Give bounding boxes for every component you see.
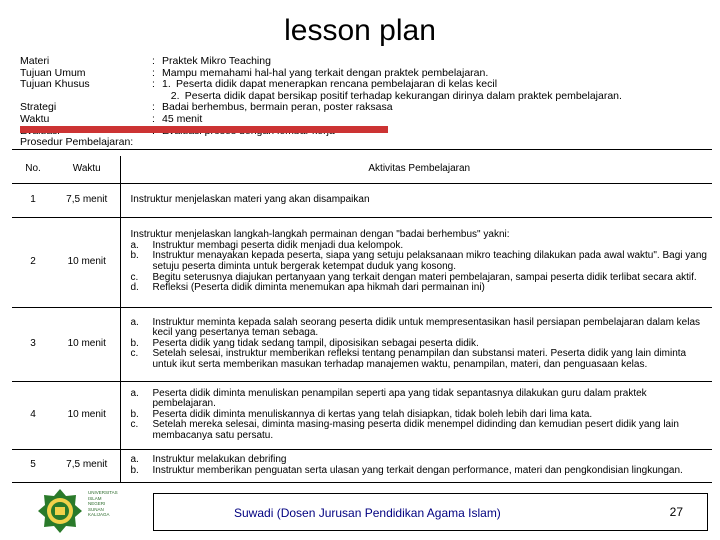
info-prosedur [20, 137, 710, 149]
list-item [131, 466, 709, 477]
list-text: Peserta didik diminta menuliskannya di kertas yang telah disiapkan, tidak boleh lebih dari lima kata. [152, 408, 593, 420]
table-row [12, 307, 712, 381]
info-value: Mampu memahami hal-hal yang terkait dengan praktek pembelajaran. [162, 66, 489, 79]
activity-intro: Instruktur menjelaskan langkah-langkah permainan dengan "badai berhembus" yakni: [130, 229, 510, 241]
info-label: Materi [20, 55, 50, 67]
footer [153, 493, 708, 531]
cell-aktivitas: Instruktur menjelaskan materi yang akan disampaikan [120, 183, 712, 217]
list-text: Instruktur memberikan penguatan serta ulasan yang terkait dengan performance, materi dan pengkondisian lingkungan. [152, 464, 683, 476]
page-title: lesson plan [284, 14, 436, 47]
info-value: Badai berhembus, bermain peran, poster raksasa [162, 101, 393, 114]
cell-no: 1 [12, 183, 54, 217]
info-strategi [20, 102, 710, 114]
info-value: Praktek Mikro Teaching [162, 55, 271, 67]
list-text: Instruktur meminta kepada salah seorang peserta didik untuk mempresentasikan hasil persiapan pembelajaran dalam kelas kecil yang pesertanya teman sebaga. [152, 316, 701, 339]
cell-aktivitas [120, 449, 712, 482]
list-item [131, 283, 709, 294]
info-waktu [20, 114, 710, 126]
info-colon: : [152, 112, 155, 125]
logo-text: UNIVERSITAS ISLAM NEGERI SUNAN KALIJAGA [88, 490, 118, 517]
cell-waktu: 10 menit [54, 381, 120, 449]
divider [12, 149, 712, 150]
list-item [131, 420, 709, 441]
list-letter: a. [130, 239, 139, 251]
table-row [12, 449, 712, 482]
list-letter: b. [130, 250, 139, 262]
info-label: Strategi [20, 101, 57, 114]
cell-waktu: 10 menit [54, 217, 120, 307]
list-text: Peserta didik diminta menuliskan penampilan seperti apa yang tidak sepantasnya dilakukan guru dalam praktek pembelajaran. [152, 387, 647, 410]
list-letter: b. [130, 464, 139, 476]
list-letter: d. [130, 282, 139, 294]
cell-waktu: 7,5 menit [54, 183, 120, 217]
info-label: Tujuan Umum [20, 66, 86, 79]
table-row [12, 217, 712, 307]
info-value: 45 menit [162, 112, 203, 125]
cell-aktivitas [120, 307, 712, 381]
list-letter: a. [130, 453, 139, 465]
cell-no: 3 [12, 307, 54, 381]
header-no: No. [12, 156, 54, 183]
list-text: Refleksi (Peserta didik diminta menemukan apa hikmah dari permainan ini) [152, 282, 485, 294]
accent-bar [20, 126, 388, 133]
cell-aktivitas [120, 217, 712, 307]
list-text: Instruktur melakukan debrifing [152, 453, 287, 465]
list-text: Begitu seterusnya diajukan pertanyaan yang terkait dengan materi pembelajaran, sampai peserta didik terlibat secara aktif. [152, 271, 697, 283]
list-text: Instruktur menayakan kepada peserta, siapa yang setuju pelaksanaan mikro teaching dilakukan pada awal waktu". Bagi yang setuju peserta diminta untuk bergerak ketempat duduk yang kosong. [152, 250, 707, 272]
list-letter: a. [130, 316, 139, 328]
page-number: 27 [669, 505, 683, 519]
list-item [131, 455, 709, 466]
cell-waktu: 10 menit [54, 307, 120, 381]
header-aktivitas: Aktivitas Pembelajaran [120, 156, 712, 183]
info-label: Tujuan Khusus [20, 78, 90, 91]
cell-no: 4 [12, 381, 54, 449]
list-letter: c. [130, 348, 139, 360]
item-number: 2. [170, 89, 180, 102]
list-letter: c. [130, 419, 139, 431]
university-emblem-icon [36, 487, 84, 535]
activity-table [12, 156, 712, 483]
info-colon: : [152, 66, 155, 79]
list-text: Peserta didik yang tidak sedang tampil, diposisikan sebagai peserta didik. [152, 337, 479, 349]
list-letter: a. [130, 387, 139, 399]
list-letter: b. [130, 408, 139, 420]
table-row [12, 183, 712, 217]
lesson-info [20, 56, 710, 149]
item-text: Peserta didik dapat menerapkan rencana pembelajaran di kelas kecil [176, 78, 498, 91]
list-item [131, 251, 709, 272]
footer-author: Suwadi (Dosen Jurusan Pendidikan Agama Islam) [234, 506, 501, 520]
info-materi [20, 56, 710, 68]
info-label: Waktu [20, 112, 50, 125]
cell-waktu: 7,5 menit [54, 449, 120, 482]
info-colon: : [152, 55, 155, 67]
list-letter: b. [130, 337, 139, 349]
table-row [12, 381, 712, 449]
list-item [131, 389, 709, 410]
header-waktu: Waktu [54, 156, 120, 183]
list-item [131, 349, 709, 370]
cell-no: 2 [12, 217, 54, 307]
info-label: Prosedur Pembelajaran: [20, 136, 134, 149]
list-item [131, 318, 709, 339]
list-text: Setelah selesai, instruktur memberikan refleksi tentang penampilan dan substansi materi. Peserta didik yang lain diminta untuk ikut serta memberikan masukan terhadap manajemen waktu, penampilan, materi, dan penguasaan kelas. [152, 348, 687, 370]
item-number: 1. [162, 78, 171, 91]
cell-no: 5 [12, 449, 54, 482]
info-colon: : [152, 101, 155, 114]
list-text: Instruktur membagi peserta didik menjadi dua kelompok. [152, 239, 404, 251]
item-text: Peserta didik dapat bersikap positif terhadap kekurangan dirinya dalam praktek pembelajaran. [184, 89, 622, 102]
table-header-row [12, 156, 712, 183]
info-colon: : [152, 78, 155, 91]
list-letter: c. [130, 271, 139, 283]
list-text: Setelah mereka selesai, diminta masing-masing peserta didik menempel didinding dan kemudian pesert didik yang lain membacanya satu persatu. [152, 419, 679, 441]
cell-aktivitas [120, 381, 712, 449]
